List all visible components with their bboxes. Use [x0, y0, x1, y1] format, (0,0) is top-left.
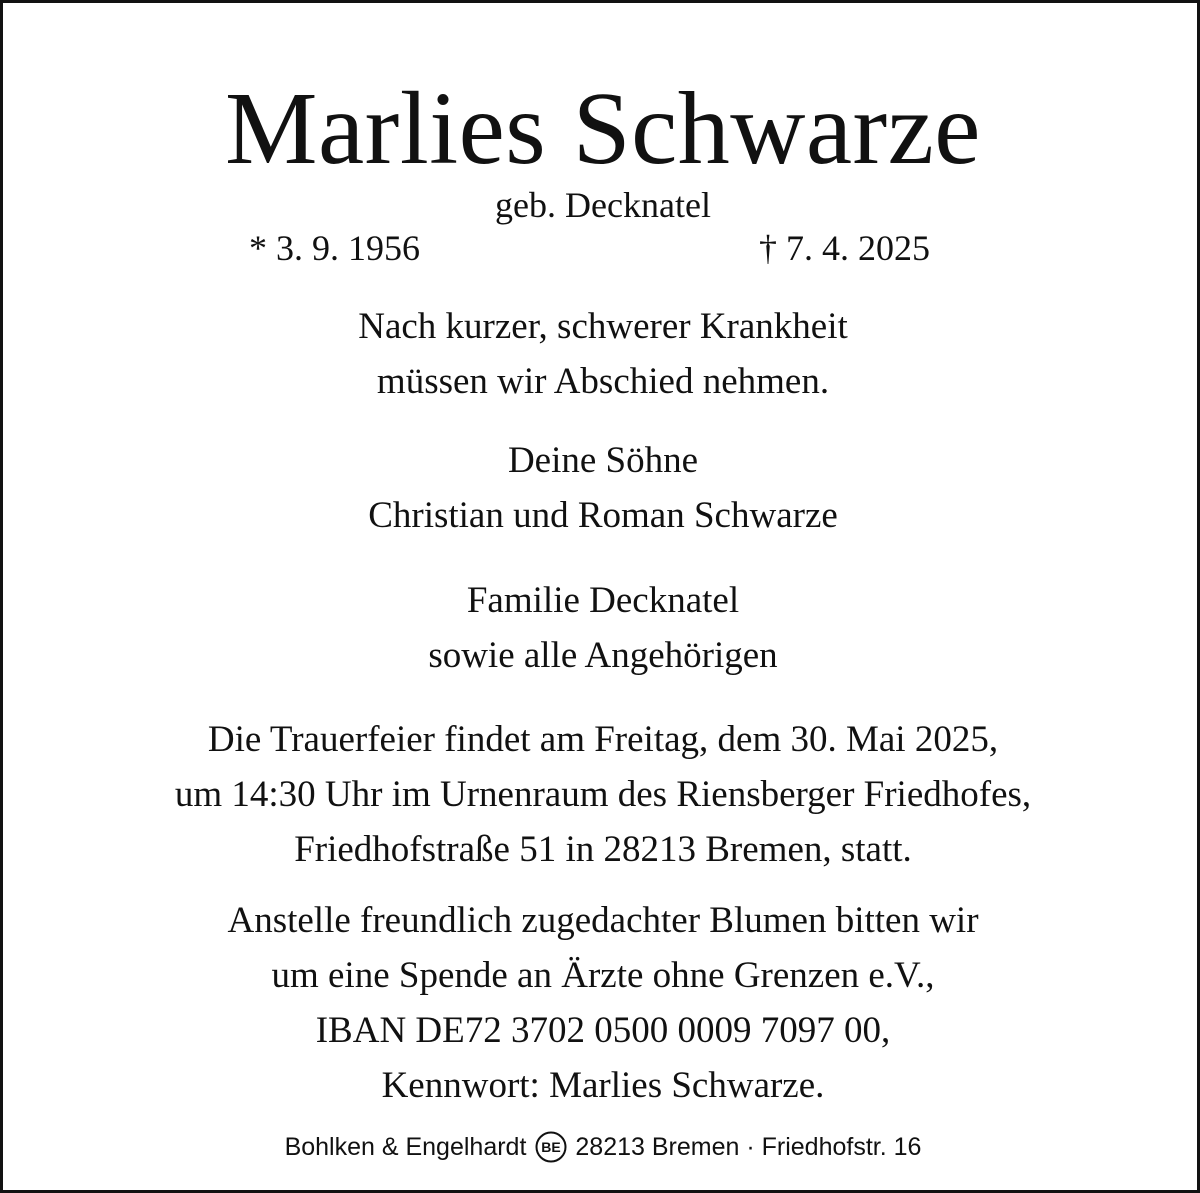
farewell-line-2: müssen wir Abschied nehmen. — [376, 361, 830, 402]
ceremony-line-1: Die Trauerfeier findet am Freitag, dem 30. Mai 2025, — [207, 719, 999, 760]
family-block — [3, 573, 1200, 683]
funeral-home-address: 28213 Bremen · Friedhofstr. 16 — [575, 1133, 922, 1161]
donation-line-1: Anstelle freundlich zugedachter Blumen bitten wir — [227, 900, 979, 941]
ceremony-line-3: Friedhofstraße 51 in 28213 Bremen, statt. — [294, 829, 912, 870]
donation-keyword: Kennwort: Marlies Schwarze. — [381, 1065, 825, 1106]
death-date: † 7. 4. 2025 — [759, 228, 930, 268]
donation-block — [3, 893, 1200, 1113]
maiden-name: geb. Decknatel — [495, 185, 711, 225]
other-relatives: sowie alle Angehörigen — [428, 635, 778, 676]
sons-block — [3, 433, 1200, 543]
sons-heading: Deine Söhne — [507, 440, 699, 481]
donation-iban: IBAN DE72 3702 0500 0009 7097 00, — [315, 1010, 891, 1051]
funeral-home-footer — [3, 1127, 1200, 1167]
family-name: Familie Decknatel — [466, 580, 740, 621]
sons-names: Christian und Roman Schwarze — [368, 495, 838, 536]
logo-monogram: BE — [541, 1139, 562, 1155]
be-monogram-logo-icon — [535, 1131, 567, 1163]
funeral-home-name: Bohlken & Engelhardt — [284, 1133, 527, 1161]
donation-line-2: um eine Spende an Ärzte ohne Grenzen e.V., — [271, 955, 935, 996]
deceased-name: Marlies Schwarze — [225, 71, 981, 186]
birth-date: * 3. 9. 1956 — [249, 228, 420, 268]
ceremony-line-2: um 14:30 Uhr im Urnenraum des Riensberger Friedhofes, — [174, 774, 1032, 815]
ceremony-block — [3, 712, 1200, 877]
farewell-line-1: Nach kurzer, schwerer Krankheit — [358, 306, 848, 347]
farewell-message — [3, 299, 1200, 409]
